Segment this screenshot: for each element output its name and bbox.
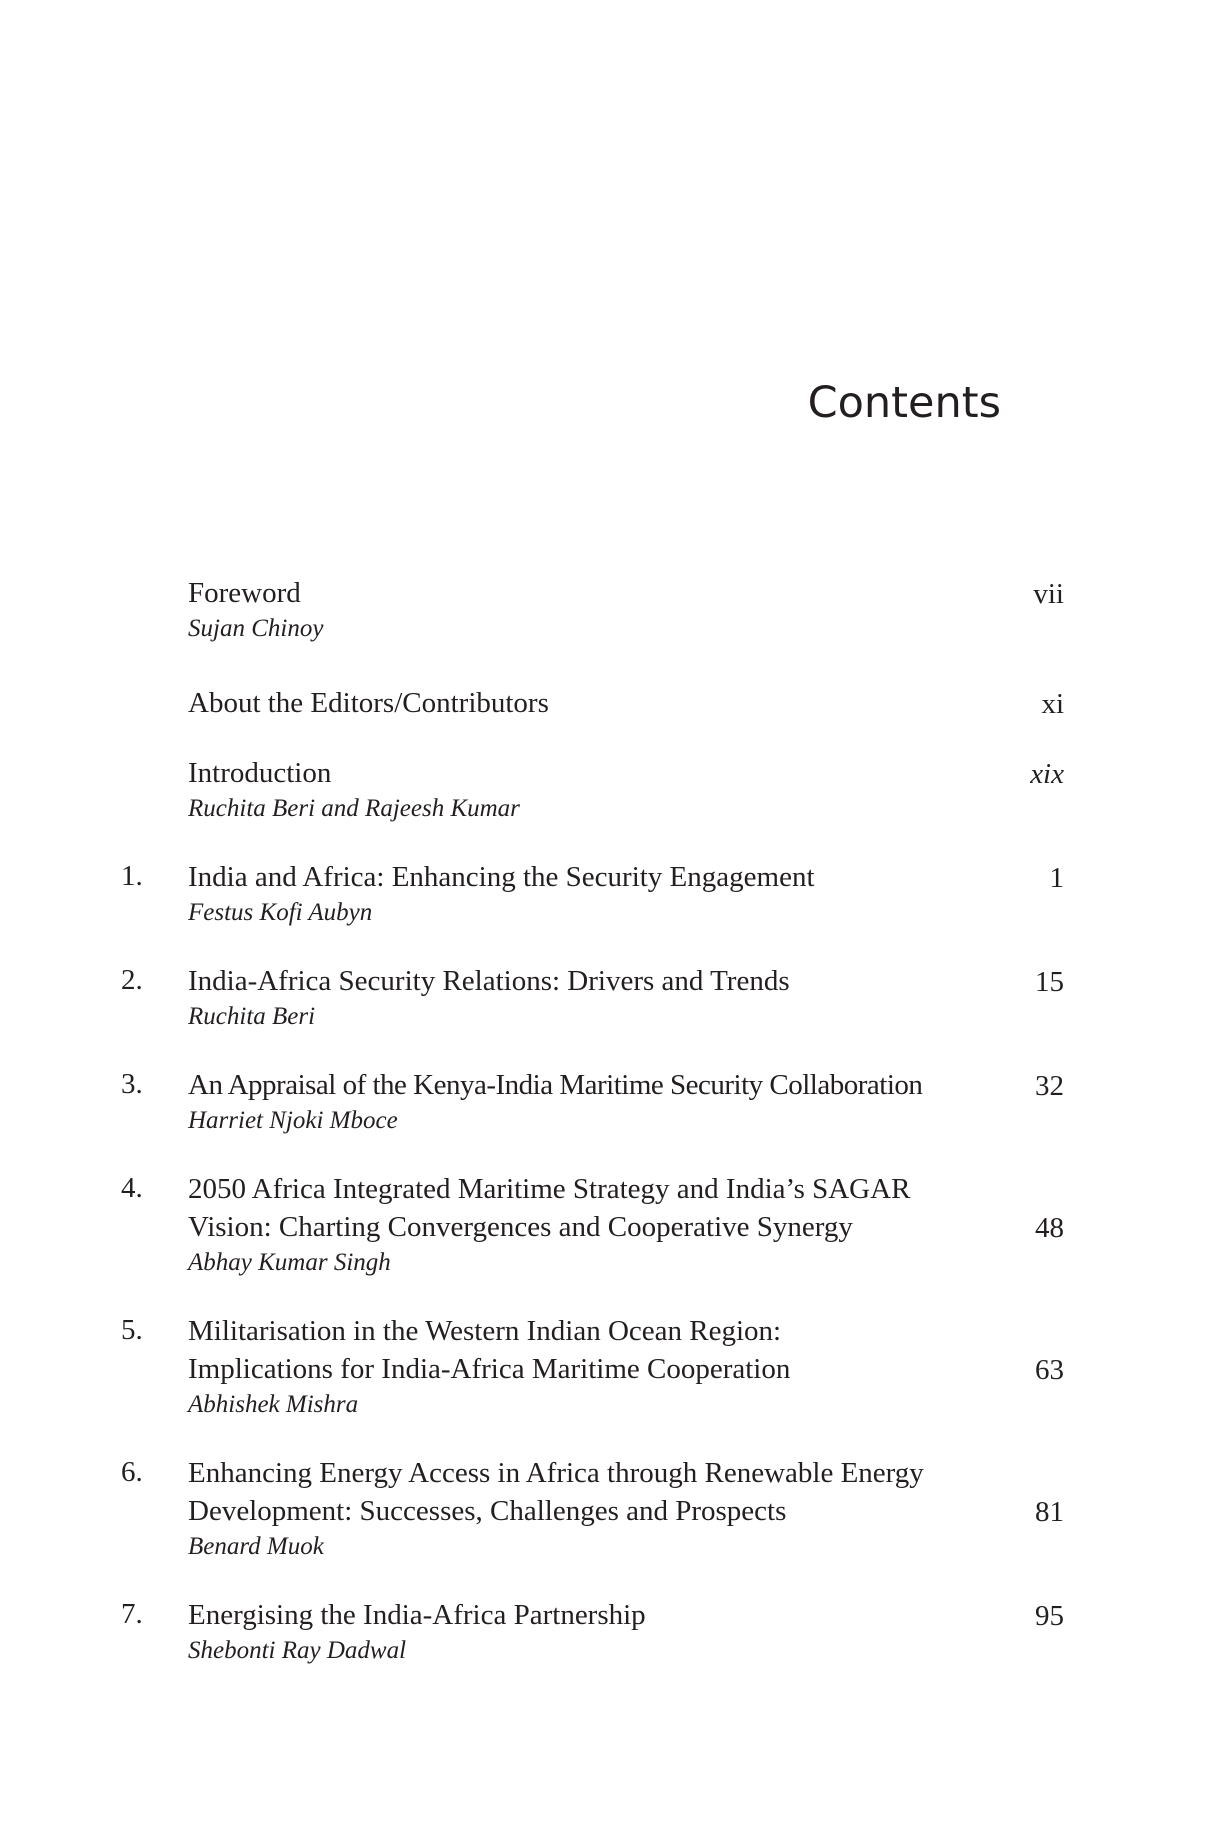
toc-entry-number: 4. (121, 1172, 143, 1204)
toc-entry-author: Abhishek Mishra (188, 1391, 359, 1418)
toc-entry-author: Abhay Kumar Singh (188, 1249, 391, 1276)
toc-entry-chapter-5 (0, 1312, 1214, 1422)
toc-entry-title: Introduction (188, 757, 332, 789)
toc-entry-page: 81 (1035, 1496, 1064, 1528)
toc-entry-title: Enhancing Energy Access in Africa through Renewable Energy Development: Successes, Challenges and Prospects (188, 1457, 924, 1527)
toc-entry-author: Festus Kofi Aubyn (188, 899, 373, 926)
toc-entry-chapter-6 (0, 1454, 1214, 1564)
toc-entry-introduction (0, 754, 1214, 826)
toc-entry-page: 15 (1035, 966, 1064, 998)
toc-entry-chapter-4 (0, 1170, 1214, 1280)
toc-entry-author: Shebonti Ray Dadwal (188, 1637, 407, 1664)
toc-entry-author: Benard Muok (188, 1533, 324, 1560)
toc-entry-page: xi (1041, 688, 1064, 720)
toc-entry-title: Energising the India-Africa Partnership (188, 1599, 646, 1631)
toc-entry-title: An Appraisal of the Kenya-India Maritime Security Collaboration (188, 1069, 923, 1101)
toc-entry-number: 3. (121, 1068, 143, 1100)
toc-entry-title: India-Africa Security Relations: Drivers and Trends (188, 965, 790, 997)
toc-entry-page: 48 (1035, 1212, 1064, 1244)
toc-entry-author: Sujan Chinoy (188, 615, 324, 642)
toc-entry-number: 7. (121, 1598, 143, 1630)
toc-entry-page: 63 (1035, 1354, 1064, 1386)
toc-entry-chapter-7 (0, 1596, 1214, 1668)
toc-entry-title: Militarisation in the Western Indian Ocean Region: Implications for India-Africa Maritime Cooperation (188, 1315, 791, 1385)
toc-entry-about-editors (0, 684, 1214, 722)
toc-entry-title: Foreword (188, 577, 301, 609)
toc-entry-title: India and Africa: Enhancing the Security Engagement (188, 861, 815, 893)
toc-entry-chapter-2 (0, 962, 1214, 1034)
toc-entry-number: 6. (121, 1456, 143, 1488)
table-of-contents (0, 574, 1214, 1700)
toc-entry-foreword (0, 574, 1214, 646)
toc-entry-page: vii (1033, 578, 1064, 610)
toc-entry-page: 1 (1049, 862, 1064, 894)
toc-entry-number: 2. (121, 964, 143, 996)
toc-entry-page: xix (1030, 758, 1064, 790)
toc-entry-chapter-3 (0, 1066, 1214, 1138)
toc-entry-page: 32 (1035, 1070, 1064, 1102)
toc-entry-author: Harriet Njoki Mboce (188, 1107, 398, 1134)
toc-entry-number: 5. (121, 1314, 143, 1346)
toc-entry-number: 1. (121, 860, 143, 892)
toc-entry-author: Ruchita Beri and Rajeesh Kumar (188, 795, 520, 822)
toc-entry-chapter-1 (0, 858, 1214, 930)
toc-entry-author: Ruchita Beri (188, 1003, 316, 1030)
page-title: Contents (807, 378, 1001, 428)
toc-entry-title: 2050 Africa Integrated Maritime Strategy and India’s SAGAR Vision: Charting Convergences and Cooperative Synergy (188, 1173, 911, 1243)
toc-entry-title: About the Editors/Contributors (188, 687, 549, 719)
toc-entry-page: 95 (1035, 1600, 1064, 1632)
